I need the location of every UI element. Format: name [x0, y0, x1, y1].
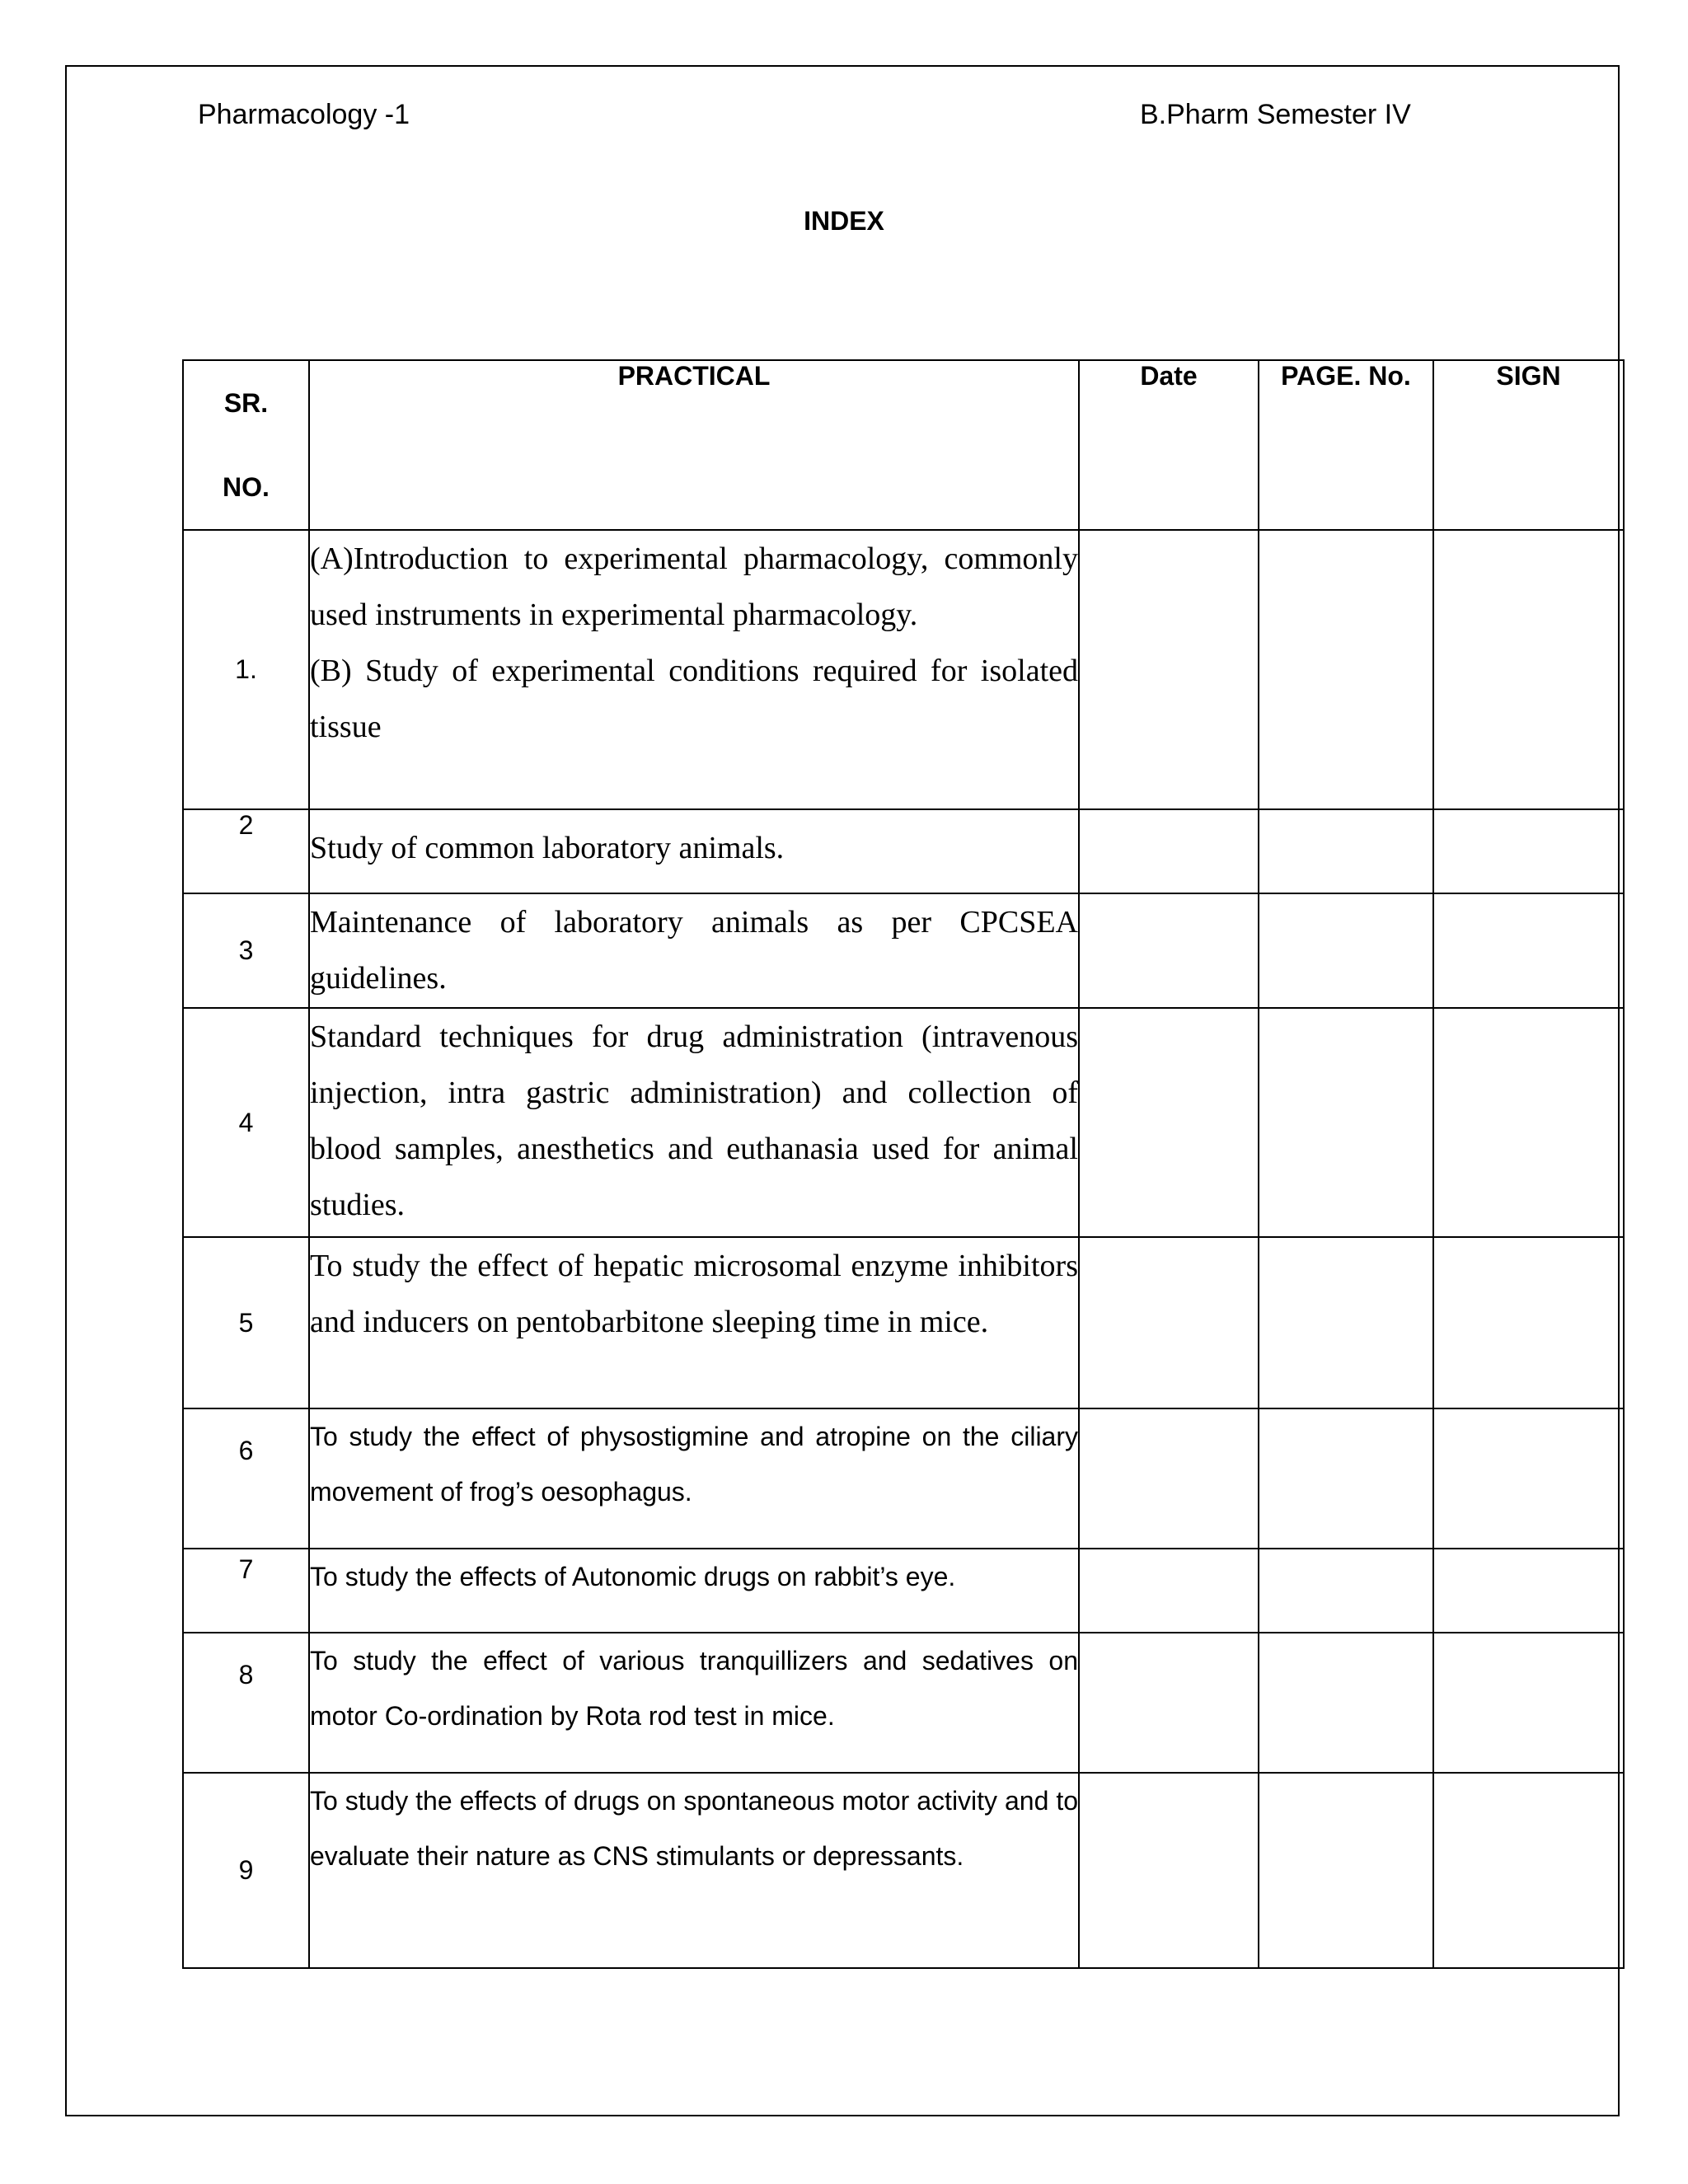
row-sign [1433, 1633, 1624, 1773]
header-date: Date [1079, 360, 1259, 530]
row-practical [309, 1549, 1079, 1633]
row-sr-no: 9 [183, 1773, 309, 1968]
row-practical-text: Standard techniques for drug administration (intravenous injection, intra gastric administration) and collection of blood samples, anesthetics and euthanasia used for animal studies. [310, 1019, 1078, 1222]
row-sr-no: 1. [183, 530, 309, 809]
subject-header: Pharmacology -1 [198, 99, 410, 130]
table-row [183, 809, 1624, 893]
row-practical-text: To study the effects of drugs on spontaneous motor activity and to evaluate their nature as CNS stimulants or depressants. [310, 1786, 1078, 1871]
row-sign [1433, 1408, 1624, 1549]
row-date [1079, 809, 1259, 893]
row-date [1079, 530, 1259, 809]
row-date [1079, 1633, 1259, 1773]
row-practical [309, 1633, 1079, 1773]
row-date [1079, 1549, 1259, 1633]
row-page-no [1259, 1237, 1433, 1408]
row-page-no [1259, 1408, 1433, 1549]
row-sign [1433, 1773, 1624, 1968]
header-practical: PRACTICAL [309, 360, 1079, 530]
row-sign [1433, 809, 1624, 893]
table-row [183, 1008, 1624, 1237]
table-row [183, 893, 1624, 1008]
row-date [1079, 1773, 1259, 1968]
header-sign: SIGN [1433, 360, 1624, 530]
row-practical-text: To study the effect of various tranquillizers and sedatives on motor Co-ordination by Rota rod test in mice. [310, 1646, 1078, 1731]
row-sr-no: 6 [183, 1408, 309, 1549]
row-sr-no: 8 [183, 1633, 309, 1773]
header-sr-line1: SR. [223, 388, 269, 418]
row-page-no [1259, 530, 1433, 809]
row-sign [1433, 1237, 1624, 1408]
table-row [183, 1633, 1624, 1773]
table-row [183, 530, 1624, 809]
row-sr-no: 7 [183, 1549, 309, 1633]
row-practical-text: To study the effect of physostigmine and atropine on the ciliary movement of frog’s oesophagus. [310, 1422, 1078, 1507]
table-row [183, 1773, 1624, 1968]
row-date [1079, 1008, 1259, 1237]
row-sign [1433, 530, 1624, 809]
row-sign [1433, 1549, 1624, 1633]
row-practical [309, 809, 1079, 893]
index-table [182, 359, 1625, 1969]
row-sr-no: 3 [183, 893, 309, 1008]
row-practical-text: Maintenance of laboratory animals as per CPCSEA guidelines. [310, 905, 1078, 996]
semester-header: B.Pharm Semester IV [1140, 99, 1411, 130]
page-title: INDEX [804, 206, 884, 236]
row-sign [1433, 893, 1624, 1008]
row-practical-text-b: (B) Study of experimental conditions required for isolated tissue [310, 654, 1078, 744]
table-row [183, 1237, 1624, 1408]
header-sr-no [183, 360, 309, 530]
row-sr-no: 2 [183, 809, 309, 893]
table-header-row [183, 360, 1624, 530]
row-practical-text: Study of common laboratory animals. [310, 831, 785, 865]
row-practical [309, 1008, 1079, 1237]
table-row [183, 1408, 1624, 1549]
row-practical [309, 893, 1079, 1008]
row-sign [1433, 1008, 1624, 1237]
row-page-no [1259, 893, 1433, 1008]
row-date [1079, 1408, 1259, 1549]
row-page-no [1259, 1008, 1433, 1237]
row-practical [309, 530, 1079, 809]
row-practical [309, 1237, 1079, 1408]
row-date [1079, 1237, 1259, 1408]
row-practical [309, 1773, 1079, 1968]
row-page-no [1259, 1633, 1433, 1773]
row-sr-no: 4 [183, 1008, 309, 1237]
row-practical-text: To study the effect of hepatic microsomal enzyme inhibitors and inducers on pentobarbitone sleeping time in mice. [310, 1249, 1078, 1339]
row-page-no [1259, 809, 1433, 893]
header-sr-line2: NO. [223, 472, 270, 502]
row-practical-text-a: (A)Introduction to experimental pharmacology, commonly used instruments in experimental pharmacology. [310, 541, 1078, 632]
row-practical [309, 1408, 1079, 1549]
row-sr-no: 5 [183, 1237, 309, 1408]
row-page-no [1259, 1773, 1433, 1968]
table-row [183, 1549, 1624, 1633]
row-practical-text: To study the effects of Autonomic drugs on rabbit’s eye. [310, 1562, 956, 1591]
header-page-no: PAGE. No. [1259, 360, 1433, 530]
row-page-no [1259, 1549, 1433, 1633]
row-date [1079, 893, 1259, 1008]
